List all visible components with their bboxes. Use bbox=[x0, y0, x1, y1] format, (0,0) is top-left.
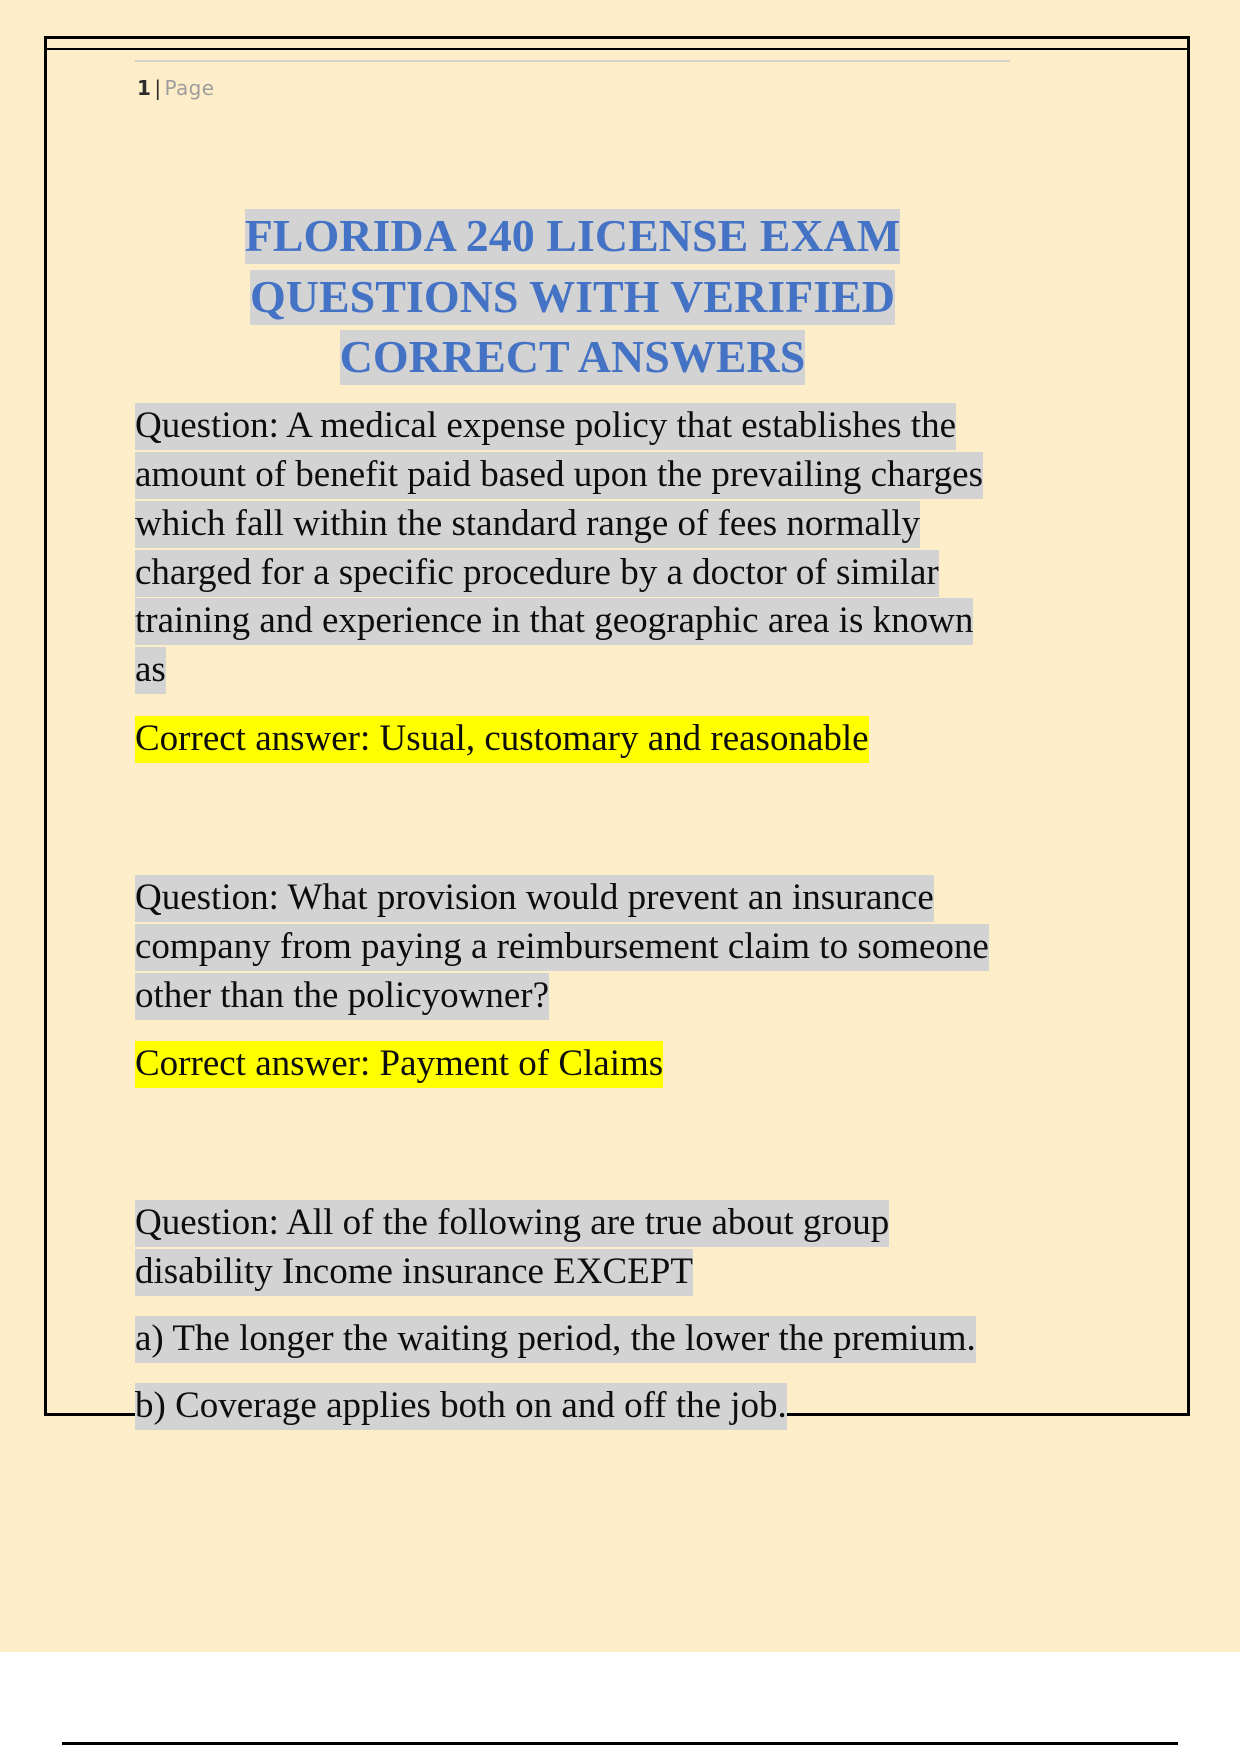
page-content bbox=[135, 60, 1010, 1431]
answer-text: Correct answer: Payment of Claims bbox=[135, 1041, 663, 1088]
title-line-1: FLORIDA 240 LICENSE EXAM bbox=[135, 206, 1010, 267]
page-separator-gap bbox=[0, 1652, 1240, 1754]
header-divider bbox=[135, 60, 1010, 62]
answer-block-2 bbox=[135, 1040, 1010, 1089]
page-number-label: Page bbox=[164, 76, 215, 100]
page-title bbox=[135, 206, 1010, 388]
title-line-3: CORRECT ANSWERS bbox=[135, 327, 1010, 388]
option-text: b) Coverage applies both on and off the job. bbox=[135, 1383, 787, 1430]
question-block-1 bbox=[135, 402, 1010, 695]
option-a bbox=[135, 1315, 1010, 1364]
page-number-footer bbox=[137, 76, 1010, 100]
answer-block-1 bbox=[135, 715, 1010, 764]
question-text: Question: What provision would prevent an insurance company from paying a reimbursement claim to someone other than the policyowner? bbox=[135, 875, 989, 1020]
option-text: a) The longer the waiting period, the lower the premium. bbox=[135, 1316, 976, 1363]
page-number-value: 1 bbox=[137, 76, 152, 100]
question-block-3 bbox=[135, 1199, 1010, 1297]
question-text: Question: A medical expense policy that establishes the amount of benefit paid based upon the prevailing charges which fall within the standard range of fees normally charged for a specific procedure by a doctor of similar training and experience in that geographic area is known as bbox=[135, 403, 983, 694]
answer-text: Correct answer: Usual, customary and reasonable bbox=[135, 716, 869, 763]
page-border-inner-rule bbox=[47, 48, 1187, 50]
next-page-top-rule bbox=[62, 1742, 1178, 1745]
question-text: Question: All of the following are true about group disability Income insurance EXCEPT bbox=[135, 1200, 889, 1296]
page-number-separator: | bbox=[154, 76, 162, 100]
title-line-2: QUESTIONS WITH VERIFIED bbox=[135, 267, 1010, 328]
option-b bbox=[135, 1382, 1010, 1431]
question-block-2 bbox=[135, 874, 1010, 1020]
